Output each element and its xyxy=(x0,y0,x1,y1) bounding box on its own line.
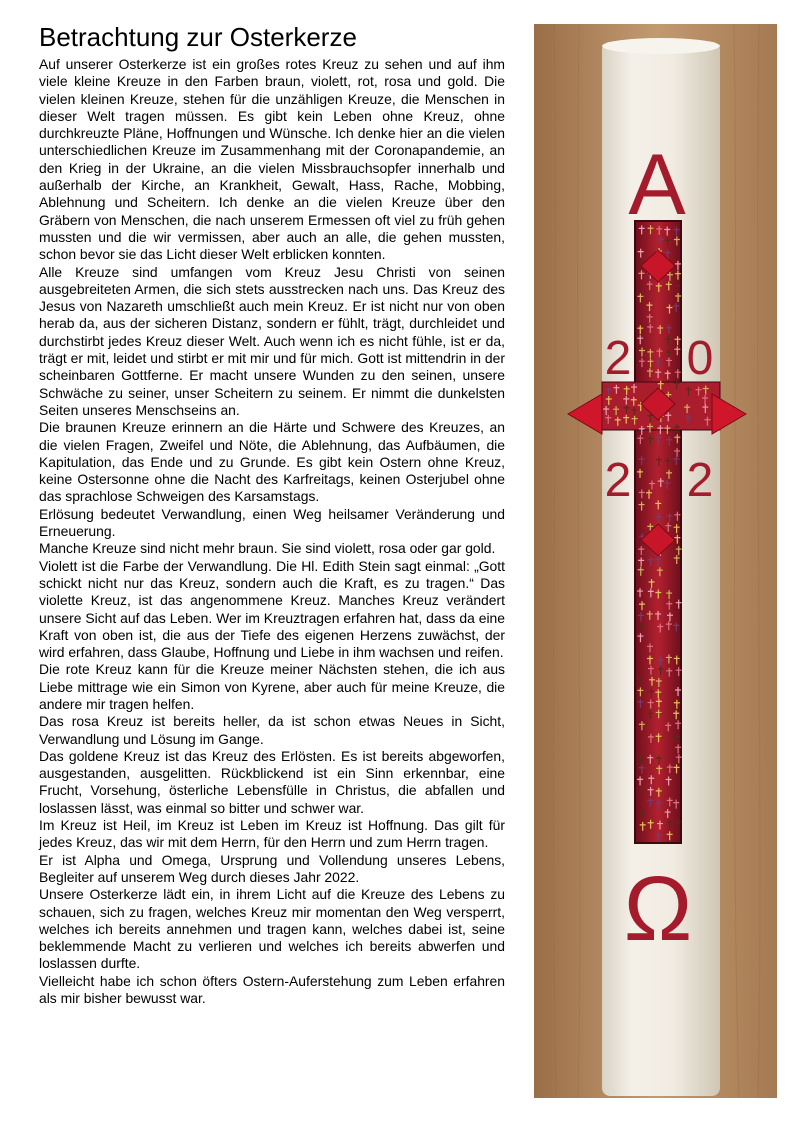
paragraph: Im Kreuz ist Heil, im Kreuz ist Leben im Kreuz ist Hoffnung. Das gilt für jedes Kreuz, das wir mit dem Herrn, für den Herrn und zum Herrn tragen. xyxy=(39,817,505,851)
easter-candle-photo xyxy=(534,24,777,1098)
body-text xyxy=(39,56,505,1007)
paragraph: Er ist Alpha und Omega, Ursprung und Vollendung unseres Lebens, Begleiter auf unserem Weg durch dieses Jahr 2022. xyxy=(39,851,505,885)
paragraph: Das rosa Kreuz ist bereits heller, da ist schon etwas Neues in Sicht, Verwandlung und Lösung im Gange. xyxy=(39,713,505,747)
paragraph: Violett ist die Farbe der Verwandlung. Die Hl. Edith Stein sagt einmal: „Gott schickt nicht nur das Kreuz, sondern auch die Kraft, es zu tragen.“ Das violette Kreuz, ist das angenommene Kreuz. Manches Kreuz verändert unsere Sicht auf das Leben. Wer im Kreuztragen erfahren hat, dass da eine Kraft von oben ist, die aus der Tiefe des eigenen Herzens zuwächst, der wird erfahren, dass Glaube, Hoffnung und Liebe in ihm wachsen und reifen. xyxy=(39,557,505,661)
paragraph: Vielleicht habe ich schon öfters Ostern-Auferstehung zum Leben erfahren als mir bisher bewusst war. xyxy=(39,972,505,1007)
paragraph: Erlösung bedeutet Verwandlung, einen Weg heilsamer Veränderung und Erneuerung. xyxy=(39,505,505,540)
alpha-glyph: A xyxy=(628,137,686,233)
paragraph: Das goldene Kreuz ist das Kreuz des Erlösten. Es ist bereits abgeworfen, ausgestanden, ausgelitten. Rückblickend ist ein Sinn erkennbar, eine Frucht, Vorsehung, österliche Lebensfülle in Christus, die abfallen und loslassen lässt, was einmal so bitter und schwer war. xyxy=(39,747,505,816)
paragraph: Die rote Kreuz kann für die Kreuze meiner Nächsten stehen, die ich aus Liebe mittrage wie ein Simon von Kyrene, aber auch für meine Kreuze, die andere mir tragen helfen. xyxy=(39,661,505,712)
year-digit-3: 2 xyxy=(604,454,632,507)
year-digit-1: 2 xyxy=(604,332,632,385)
year-digit-4: 2 xyxy=(686,454,714,507)
paragraph: Alle Kreuze sind umfangen vom Kreuz Jesu Christi von seinen ausgebreiteten Armen, die sich stets ausstrecken nach uns. Das Kreuz des Jesus von Nazareth umschließt auch mein Kreuz. Er ist nicht nur von oben herab da, aus der sicheren Distanz, sondern er fühlt, trägt, durchleidet und durchstirbt jedes Kreuz dieser Welt. Auch wenn ich es nicht fühle, ist er da, trägt er mit, leidet und stirbt er mit mir und für mich. Gott ist mittendrin in der scheinbaren Gottferne. Er macht unsere Wunden zu den seinen, unsere Schwäche zu seiner, unser Scheitern zu seinem. Er nimmt die dunkelsten Seiten unseres Menschseins an. xyxy=(39,263,505,418)
paragraph: Manche Kreuze sind nicht mehr braun. Sie sind violett, rosa oder gar gold. xyxy=(39,540,496,557)
paragraph: Auf unserer Osterkerze ist ein großes rotes Kreuz zu sehen und auf ihm viele kleine Kreuze in den Farben braun, violett, rot, rosa und gold. Die vielen kleinen Kreuze, stehen für die unzähligen Kreuze, die Menschen in dieser Welt tragen müssen. Es gibt kein Leben ohne Kreuz, ohne durchkreuzte Pläne, Hoffnungen und Wünsche. Ich denke hier an die vielen unterschiedlichen Kreuze im Zusammenhang mit der Coronapandemie, an den Krieg in der Ukraine, an die vielen Missbrauchsopfer innerhalb und außerhalb der Kirche, an Krankheit, Gewalt, Hass, Rache, Mobbing, Ablehnung und Scheitern. Ich denke an die vielen Kreuze über den Gräbern von Menschen, die nach unserem Ermessen oft viel zu früh gehen mussten und die wir vermissen, aber auch an alle, die gehen mussten, schon bevor sie das Licht dieser Welt erblicken konnten. xyxy=(39,56,505,263)
year-digit-2: 0 xyxy=(686,332,714,385)
paragraph: Die braunen Kreuze erinnern an die Härte und Schwere des Kreuzes, an die vielen Fragen, Zweifel und Nöte, die Ablehnung, das Aufbäumen, die Kapitulation, das Ende und zu Grunde. Es gibt kein Ostern ohne Kreuz, keine Ostersonne ohne die Nacht des Karfreitags, keinen Osterjubel ohne das sprachlose Schweigen des Karsamstags. xyxy=(39,419,505,505)
omega-glyph: Ω xyxy=(623,858,693,960)
candle-top xyxy=(602,38,720,54)
paragraph: Unsere Osterkerze lädt ein, in ihrem Licht auf die Kreuze des Lebens zu schauen, sich zu fragen, welches Kreuz mir momentan den Weg versperrt, welches ich bereits annehmen und tragen kann, welches dabei ist, seine beklemmende Macht zu verlieren und welches ich bereits abwerfen und loslassen durfte. xyxy=(39,886,505,972)
page-title: Betrachtung zur Osterkerze xyxy=(39,22,357,52)
